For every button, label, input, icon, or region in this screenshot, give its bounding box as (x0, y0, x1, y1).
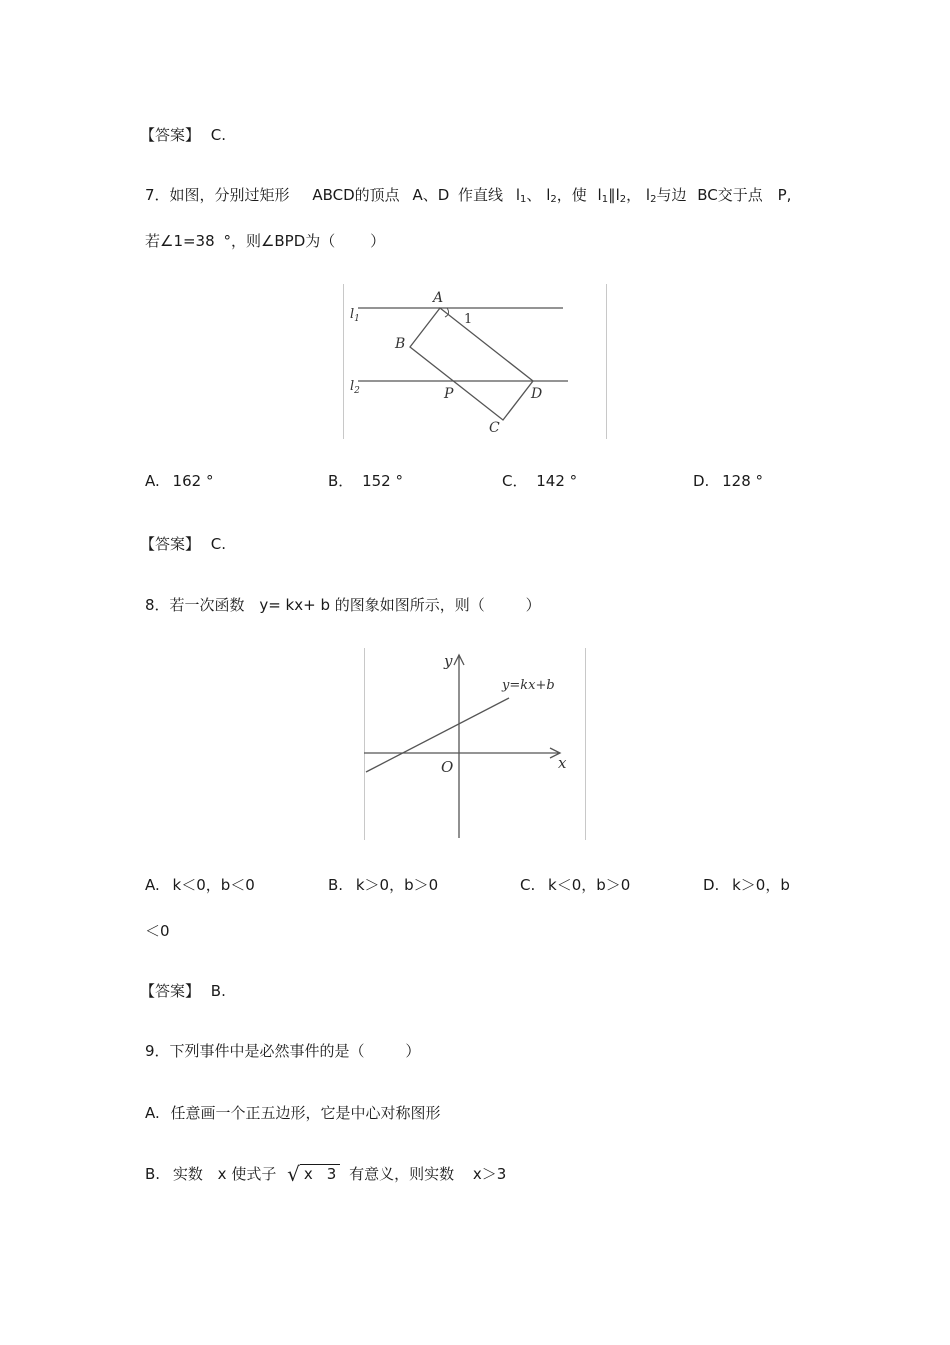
stem-text: 与边 (656, 186, 687, 204)
side-bc: BC (697, 186, 718, 204)
label-p: P (444, 386, 454, 402)
q8-stem (145, 595, 541, 615)
q7-option-d (693, 471, 763, 491)
option-text: k＜0，b＜0 (172, 876, 255, 894)
radicand-n: 3 (326, 1165, 337, 1183)
radicand-x: x (303, 1165, 313, 1183)
label-l2: $l_2$ (350, 379, 360, 396)
y-axis-label: y (444, 652, 453, 670)
parallel-symbol: ∥l (608, 186, 620, 204)
option-letter: B. (328, 876, 344, 894)
q9-option-a (145, 1103, 441, 1123)
stem-text: ） (370, 232, 386, 250)
label-c: C (489, 420, 500, 436)
option-text: 实数 (172, 1165, 203, 1183)
q9-stem (145, 1041, 420, 1061)
answer-label: 【答案】 (140, 535, 201, 553)
function-expression: y= kx+ b (259, 596, 330, 614)
x-axis-label: x (558, 754, 567, 772)
q8-option-c (520, 875, 630, 895)
vertices: A、D (412, 186, 450, 204)
option-letter: D. (703, 876, 720, 894)
stem-text: ） (525, 596, 541, 614)
option-text: k＞0，b＞0 (355, 876, 439, 894)
option-text: k＜0，b＞0 (548, 876, 631, 894)
option-text: 128 ° (722, 472, 764, 490)
sqrt-expression (287, 1162, 340, 1186)
q8-option-d-wrap: ＜0 (145, 922, 170, 940)
stem-text: 下列事件中是必然事件的是（ (169, 1042, 365, 1060)
label-b: B (395, 336, 406, 352)
q9-option-b (145, 1164, 506, 1184)
option-text: k＞0，b (732, 876, 790, 894)
stem-text: 的图象如图所示，则（ (334, 596, 485, 614)
answer-value: C. (210, 126, 227, 144)
q6-answer (140, 125, 226, 145)
q7-answer (140, 534, 226, 554)
q8-answer (140, 981, 226, 1001)
question-number: 9． (145, 1042, 170, 1060)
subscript: 1 (520, 194, 527, 205)
variable-x: x (217, 1165, 227, 1183)
label-l1: $l_1$ (350, 307, 360, 324)
origin-label: O (441, 758, 454, 776)
label-angle-1: 1 (464, 312, 473, 327)
option-letter: C. (520, 876, 536, 894)
q8-option-d (703, 875, 790, 895)
stem-text: 交于点 (717, 186, 763, 204)
line-l2: l (645, 186, 651, 204)
q7-stem-line2 (145, 231, 385, 251)
answer-value: B. (210, 982, 226, 1000)
subscript: 2 (619, 194, 627, 205)
q7-option-c (502, 471, 577, 491)
stem-text: 作直线 (458, 186, 504, 204)
q7-figure (343, 284, 608, 439)
q8-option-a (145, 875, 255, 895)
option-letter: B． (328, 472, 354, 490)
result: x＞3 (472, 1165, 507, 1183)
answer-label: 【答案】 (140, 982, 201, 1000)
line-l2: l (546, 186, 551, 204)
q8-figure (364, 648, 587, 840)
option-letter: A. (145, 472, 160, 490)
stem-text: ） (405, 1042, 421, 1060)
rect-name: ABCD (312, 186, 355, 204)
question-number: 7． (145, 186, 170, 204)
q8-option-b (328, 875, 438, 895)
option-text: 任意画一个正五边形，它是中心对称图形 (170, 1104, 441, 1122)
q7-option-b (328, 471, 403, 491)
option-text: 142 ° (536, 472, 578, 490)
option-text: 有意义，则实数 (349, 1165, 455, 1183)
option-letter: C． (502, 472, 528, 490)
sqrt-sign: √ (287, 1162, 300, 1186)
separator: 、 (526, 186, 542, 204)
option-letter: B. (145, 1165, 161, 1183)
stem-text: 若∠1=38 (145, 232, 215, 250)
q7-stem-line1 (145, 185, 791, 210)
q7-option-a (145, 471, 213, 491)
option-letter: D. (693, 472, 710, 490)
label-d: D (531, 386, 543, 402)
option-text: 使式子 (231, 1165, 277, 1183)
stem-text: 若一次函数 (169, 596, 245, 614)
subscript: 1 (601, 194, 609, 205)
line-label: y=kx+b (502, 678, 555, 693)
answer-value: C. (210, 535, 227, 553)
option-letter: A. (145, 1104, 160, 1122)
stem-text: °，则∠BPD为（ (223, 232, 336, 250)
point-p: P, (777, 186, 792, 204)
option-text: 162 ° (172, 472, 214, 490)
stem-text: ， (626, 186, 642, 204)
subscript: 2 (650, 194, 657, 205)
stem-text: 如图，分别过矩形 (169, 186, 290, 204)
subscript: 2 (550, 194, 557, 205)
function-line (366, 698, 509, 772)
stem-text: ，使 (556, 186, 587, 204)
stem-text: 的顶点 (354, 186, 400, 204)
option-text: 152 ° (362, 472, 403, 490)
option-letter: A. (145, 876, 160, 894)
parallel-lhs: l (597, 186, 602, 204)
label-a: A (433, 290, 444, 306)
question-number: 8． (145, 596, 170, 614)
line-l1: l (515, 186, 521, 204)
answer-label: 【答案】 (140, 126, 201, 144)
radicand (300, 1164, 340, 1183)
